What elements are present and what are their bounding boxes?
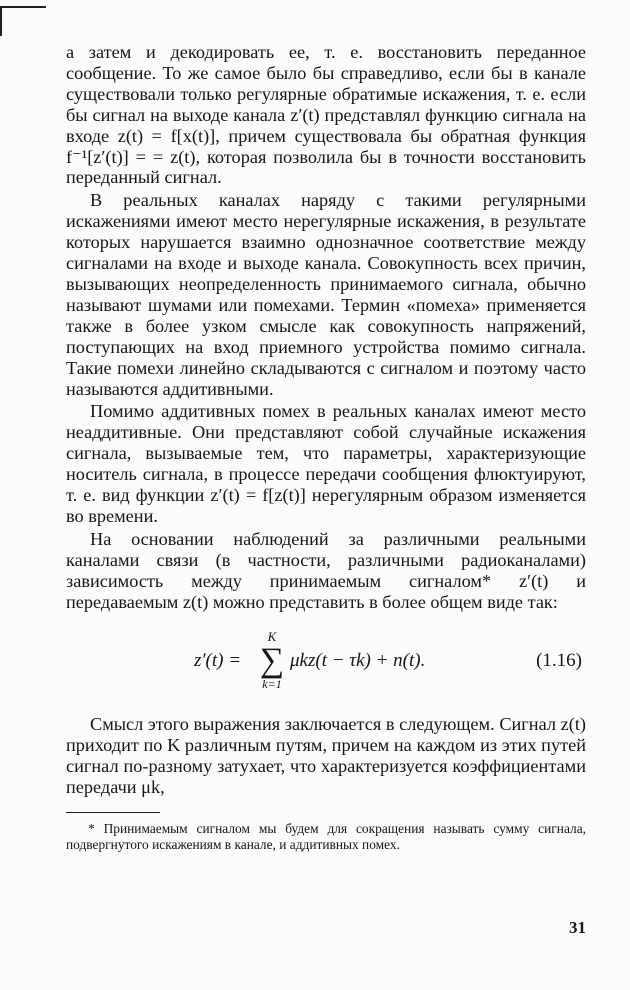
equation-rhs: μkz(t − τk) + n(t).: [290, 650, 426, 672]
equation-1-16: [66, 616, 586, 706]
summation-lower-limit: k=1: [262, 677, 282, 692]
equation-number: (1.16): [536, 650, 582, 672]
paragraph-3: Помимо аддитивных помех в реальных каналах имеют место неаддитивные. Они представляют собой случайные искажения сигнала, вызываемые тем, что параметры, характеризующие носитель сигнала, в процессе передачи сообщения флюктуируют, т. е. вид функции z′(t) = f[z(t)] нерегулярным образом изменяется во времени.: [66, 401, 586, 526]
paragraph-2: В реальных каналах наряду с такими регулярными искажениями имеют место нерегулярные искажения, в результате которых нарушается взаимно однозначное соответствие между сигналами на входе и выходе канала. Совокупность всех причин, вызывающих неопределенность принимаемого сигнала, обычно называют шумами или помехами. Термин «помеха» применяется также в более узком смысле как совокупность напряжений, поступающих на вход приемного устройства помимо сигнала. Такие помехи линейно складываются с сигналом и поэтому часто называются аддитивными.: [66, 190, 586, 399]
page-number: 31: [569, 918, 586, 937]
summation: [258, 630, 286, 691]
paragraph-5: Смысл этого выражения заключается в следующем. Сигнал z(t) приходит по K различным путям, причем на каждом из этих путей сигнал по-разному затухает, что характеризуется коэффициентами передачи μk,: [66, 714, 586, 798]
equation-lhs: z′(t) =: [194, 650, 242, 672]
summation-sign: ∑: [259, 642, 285, 680]
summation-upper-limit: K: [267, 629, 277, 645]
footnote: * Принимаемым сигналом мы будем для сокращения называть сумму сигнала, подвергнутого искажениям в канале, и аддитивных помех.: [66, 821, 586, 852]
page-content: [66, 42, 586, 852]
crop-mark-vertical: [0, 6, 2, 36]
crop-mark: [0, 6, 46, 8]
footnote-separator: [66, 812, 160, 813]
paragraph-1: а затем и декодировать ее, т. е. восстановить переданное сообщение. То же самое было бы справедливо, если бы в канале существовали только регулярные обратимые искажения, т. е. если бы сигнал на выходе канала z′(t) представлял функцию сигнала на входе z(t) = f[x(t)], причем существовала бы обратная функция f⁻¹[z′(t)] = = z(t), которая позволила бы в точности восстановить переданный сигнал.: [66, 42, 586, 188]
paragraph-4: На основании наблюдений за различными реальными каналами связи (в частности, различными радиоканалами) зависимость между принимаемым сигналом* z′(t) и передаваемым z(t) можно представить в более общем виде так:: [66, 528, 586, 612]
